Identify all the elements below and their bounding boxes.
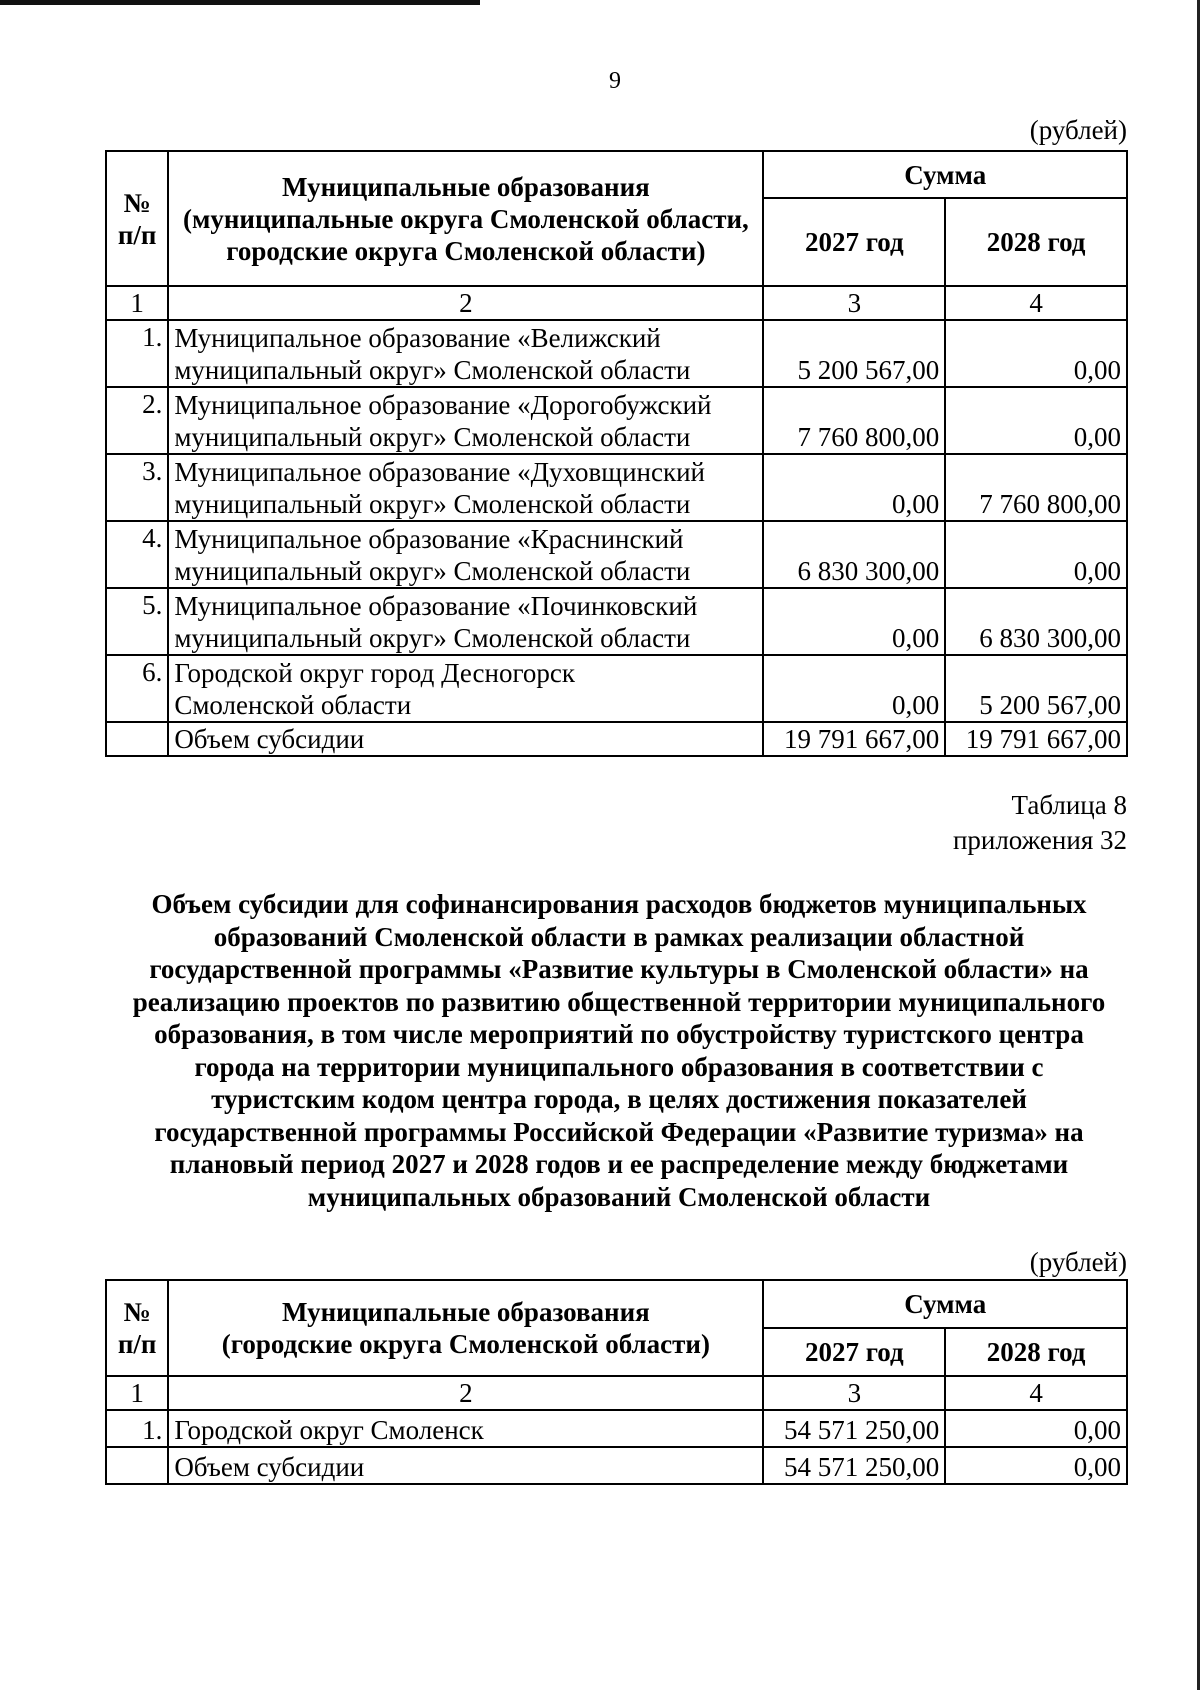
title-line: образования, в том числе мероприятий по обустройству туристского центра (154, 1019, 1084, 1049)
table2-header-municipality (168, 1280, 763, 1376)
row-name-line2: муниципальный округ» Смоленской области (174, 556, 691, 586)
row-num: 3. (106, 454, 168, 521)
row-value-2027: 54 571 250,00 (763, 1410, 945, 1447)
row-value-2028: 6 830 300,00 (945, 588, 1127, 655)
row-value-2027: 5 200 567,00 (763, 320, 945, 387)
table1-header-sum: Сумма (763, 151, 1127, 198)
table1-row (106, 454, 1127, 521)
table2-unit: (рублей) (1029, 1247, 1127, 1277)
table-label-line2: приложения 32 (952, 825, 1127, 855)
total-value-2028: 19 791 667,00 (945, 722, 1127, 756)
row-name-line2: Смоленской области (174, 690, 412, 720)
total-value-2027: 54 571 250,00 (763, 1447, 945, 1484)
table2-header-2028: 2028 год (945, 1328, 1127, 1376)
row-value-2028: 5 200 567,00 (945, 655, 1127, 722)
row-value-2028: 0,00 (945, 1410, 1127, 1447)
row-name-line1: Муниципальное образование «Починковский (174, 591, 698, 621)
title-line: Объем субсидии для софинансирования расходов бюджетов муниципальных (151, 889, 1087, 919)
table2-header-sum: Сумма (763, 1280, 1127, 1328)
table1-colnum: 3 (763, 286, 945, 320)
row-municipality (168, 521, 763, 588)
table1-colnum: 2 (168, 286, 763, 320)
table2-colnum: 1 (106, 1376, 168, 1410)
title-line: реализацию проектов по развитию общественной территории муниципального (132, 986, 1106, 1017)
table2 (105, 1279, 1128, 1485)
table1-row (106, 588, 1127, 655)
table1-header-2027: 2027 год (763, 198, 945, 286)
title-line: муниципальных образований Смоленской области (307, 1181, 931, 1212)
row-name-line1: Городской округ город Десногорск (174, 658, 575, 688)
page-number: 9 (609, 68, 621, 94)
table-label (953, 788, 1127, 858)
table1-colnum: 4 (945, 286, 1127, 320)
table2-row (106, 1410, 1127, 1447)
table1-colnum: 1 (106, 286, 168, 320)
row-num: 6. (106, 655, 168, 722)
row-municipality (168, 454, 763, 521)
row-value-2027: 6 830 300,00 (763, 521, 945, 588)
table1-row (106, 655, 1127, 722)
row-name-line2: муниципальный округ» Смоленской области (174, 623, 691, 653)
table1-header-municipality: Муниципальные образования (муниципальные округа Смоленской области, городские округа Смоленской области) (168, 151, 763, 286)
row-municipality (168, 387, 763, 454)
table1-row (106, 387, 1127, 454)
table2-header-2027: 2027 год (763, 1328, 945, 1376)
row-name-line1: Муниципальное образование «Краснинский (174, 524, 684, 554)
table2-header-num: № п/п (106, 1280, 168, 1376)
row-name-line1: Муниципальное образование «Дорогобужский (174, 390, 712, 420)
title-line: туристским кодом центра города, в целях достижения показателей (211, 1084, 1027, 1114)
header-line2: (городские округа Смоленской области) (221, 1329, 710, 1359)
row-municipality (168, 588, 763, 655)
table2-colnum: 2 (168, 1376, 763, 1410)
row-name-line1: Муниципальное образование «Духовщинский (174, 457, 705, 487)
row-value-2027: 0,00 (763, 655, 945, 722)
row-num: 5. (106, 588, 168, 655)
total-label: Объем субсидии (168, 1447, 763, 1484)
title-line: образований Смоленской области в рамках реализации областной (213, 921, 1025, 952)
table1-header-2028: 2028 год (945, 198, 1127, 286)
total-value-2027: 19 791 667,00 (763, 722, 945, 756)
table2-total-row (106, 1447, 1127, 1484)
table2-colnum: 4 (945, 1376, 1127, 1410)
total-num-empty (106, 1447, 168, 1484)
table1-header-num: № п/п (106, 151, 168, 286)
scan-edge-top (0, 0, 480, 5)
row-num: 1. (106, 1410, 168, 1447)
table-label-line1: Таблица 8 (1011, 790, 1127, 820)
row-value-2028: 0,00 (945, 387, 1127, 454)
row-value-2027: 7 760 800,00 (763, 387, 945, 454)
row-num: 2. (106, 387, 168, 454)
row-municipality (168, 320, 763, 387)
row-municipality (168, 655, 763, 722)
table1-row (106, 320, 1127, 387)
table1-unit: (рублей) (1029, 115, 1127, 145)
row-name-line1: Муниципальное образование «Велижский (174, 323, 661, 353)
total-value-2028: 0,00 (945, 1447, 1127, 1484)
header-line1: Муниципальные образования (281, 1297, 650, 1327)
row-name-line2: муниципальный округ» Смоленской области (174, 489, 691, 519)
row-value-2028: 0,00 (945, 521, 1127, 588)
table1-row (106, 521, 1127, 588)
title-line: города на территории муниципального образования в соответствии с (194, 1051, 1044, 1082)
table1-total-row (106, 722, 1127, 756)
document-title (110, 888, 1128, 1213)
title-line: государственной программы Российской Федерации «Развитие туризма» на (154, 1116, 1084, 1147)
row-name-line2: муниципальный округ» Смоленской области (174, 355, 691, 385)
total-num-empty (106, 722, 168, 756)
total-label: Объем субсидии (168, 722, 763, 756)
row-value-2028: 7 760 800,00 (945, 454, 1127, 521)
row-num: 1. (106, 320, 168, 387)
row-value-2028: 0,00 (945, 320, 1127, 387)
row-value-2027: 0,00 (763, 588, 945, 655)
table1 (105, 150, 1128, 757)
row-municipality: Городской округ Смоленск (168, 1410, 763, 1447)
row-num: 4. (106, 521, 168, 588)
row-value-2027: 0,00 (763, 454, 945, 521)
title-line: государственной программы «Развитие культуры в Смоленской области» на (149, 954, 1089, 984)
table2-colnum: 3 (763, 1376, 945, 1410)
row-name-line2: муниципальный округ» Смоленской области (174, 422, 691, 452)
title-line: плановый период 2027 и 2028 годов и ее распределение между бюджетами (169, 1149, 1069, 1179)
